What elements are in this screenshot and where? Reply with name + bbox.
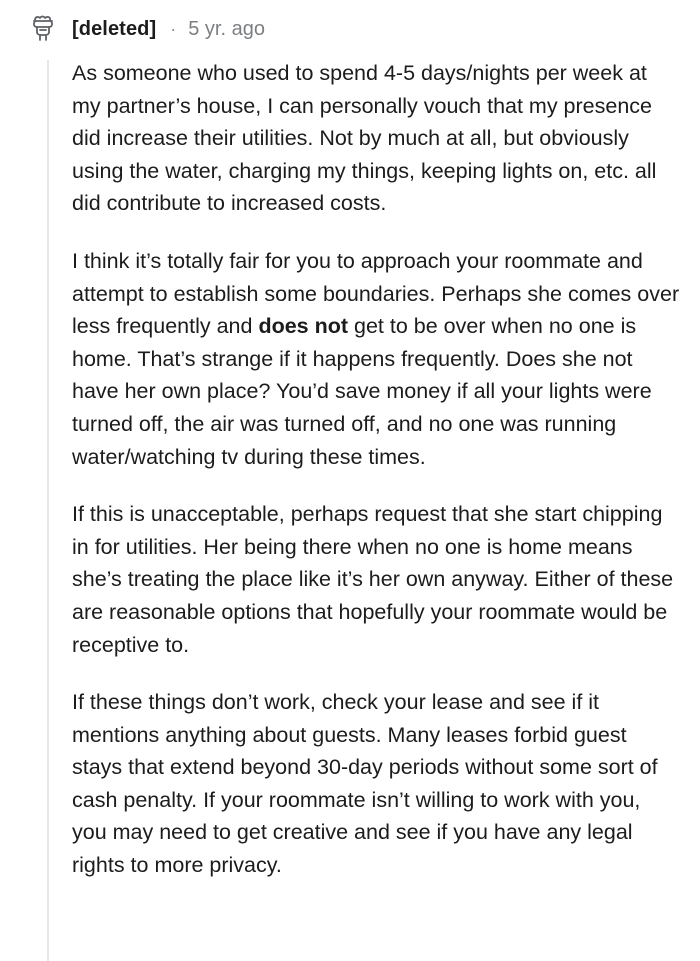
comment-paragraph-2: [72, 245, 680, 473]
comment-body: [72, 57, 680, 882]
paragraph-2-text-after: get to be over when no one is home. That’s strange if it happens frequently. Does she not have her own place? You’d save money if all your lights were turned off, the air was turned off, and no one was running water/watching tv during these times.: [72, 314, 652, 469]
comment-paragraph-3: [72, 498, 680, 661]
paragraph-2-bold-text: does not: [258, 314, 349, 339]
paragraph-4-text: If these things don’t work, check your lease and see if it mentions anything about guests. Many leases forbid guest stays that extend beyond 30-day periods without some sort of cash penalty. If your roommate isn’t willing to work with you, you may need to get creative and see if you have any legal rights to more privacy.: [72, 690, 658, 878]
comment-paragraph-4: [72, 686, 680, 882]
paragraph-2-text-before: I think it’s totally fair for you to approach your roommate and attempt to establish some boundaries. Perhaps she comes over less frequently and: [72, 248, 680, 339]
thread-line[interactable]: [47, 60, 49, 961]
comment-header: [26, 12, 265, 46]
paragraph-3-text: If this is unacceptable, perhaps request that she start chipping in for utilities. Her being there when no one is home means she’s treating the place like it’s her own anyway. Either of these are reasonable options that hopefully your roommate would be receptive to.: [72, 502, 674, 657]
meta-separator: ·: [170, 18, 177, 39]
comment-timestamp[interactable]: 5 yr. ago: [188, 17, 265, 40]
deleted-user-icon[interactable]: [26, 12, 60, 46]
comment-paragraph-1: [72, 57, 680, 220]
paragraph-1-text: As someone who used to spend 4-5 days/nights per week at my partner’s house, I can personally vouch that my presence did increase their utilities. Not by much at all, but obviously using the water, charging my things, keeping lights on, etc. all did contribute to increased costs.: [72, 61, 657, 216]
comment-author[interactable]: [deleted]: [72, 17, 157, 40]
